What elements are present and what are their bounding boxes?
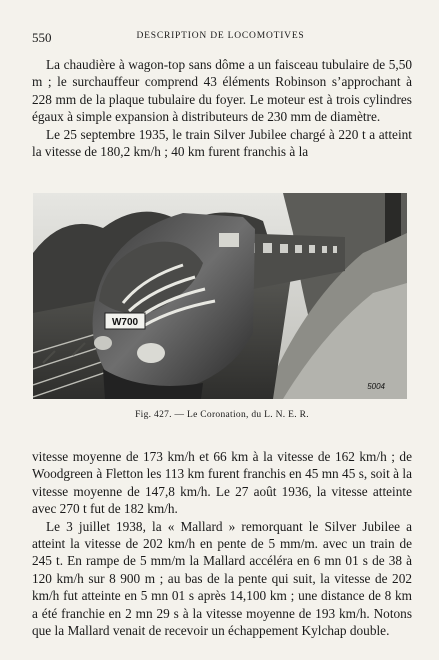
locomotive-photo xyxy=(33,193,407,399)
figure-caption: Fig. 427. — Le Coronation, du L. N. E. R. xyxy=(135,410,309,420)
text-block-bottom xyxy=(32,448,412,639)
photo-number: 5004 xyxy=(367,382,385,391)
running-title: DESCRIPTION DE LOCOMOTIVES xyxy=(136,31,305,41)
paragraph-boiler: La chaudière à wagon-top sans dôme a un faisceau tubulaire de 5,50 m ; le surchauffeur comprend 43 éléments Robinson s’approchant à 228 mm de la plaque tubulaire du foyer. Le moteur est à trois cylindres égaux à simple expansion à distributeurs de 230 mm de diamètre. xyxy=(32,57,412,125)
page-header xyxy=(32,30,409,46)
page-number: 550 xyxy=(32,30,52,45)
paragraph-mallard-1938: Le 3 juillet 1938, la « Mallard » remorquant le Silver Jubilee a atteint la vitesse de 202 km/h en pente de 5 mm/m. avec un train de 245 t. En rampe de 5 mm/m la Mallard accéléra en 6 mn 01 s de 38 à 120 km/h sur 8 900 m ; au bas de la pente qui suit, la vitesse de 202 km/h fut atteinte en 5 mn 01 s après 14,100 km ; une distance de 8 km a été franchie en 2 mn 29 s à la vitesse moyenne de 193 km/h. Notons que la Mallard venait de recevoir un échappement Kylchap double. xyxy=(32,518,412,639)
locomotive-number-plate: W700 xyxy=(111,317,139,328)
text-block-top xyxy=(32,56,412,160)
paragraph-speed-continuation: vitesse moyenne de 173 km/h et 66 km à la vitesse de 162 km/h ; de Woodgreen à Fletton les 113 km furent franchis en 45 mn 45 s, soit à la vitesse moyenne de 147,8 km/h. Le 27 août 1936, la vitesse atteinte avec 270 t fut de 182 km/h. xyxy=(32,449,412,517)
paragraph-silver-jubilee-1935: Le 25 septembre 1935, le train Silver Jubilee chargé à 220 t a atteint la vitesse de 180,2 km/h ; 40 km furent franchis à la xyxy=(32,126,412,160)
coronation-photo-illustration xyxy=(33,193,407,399)
